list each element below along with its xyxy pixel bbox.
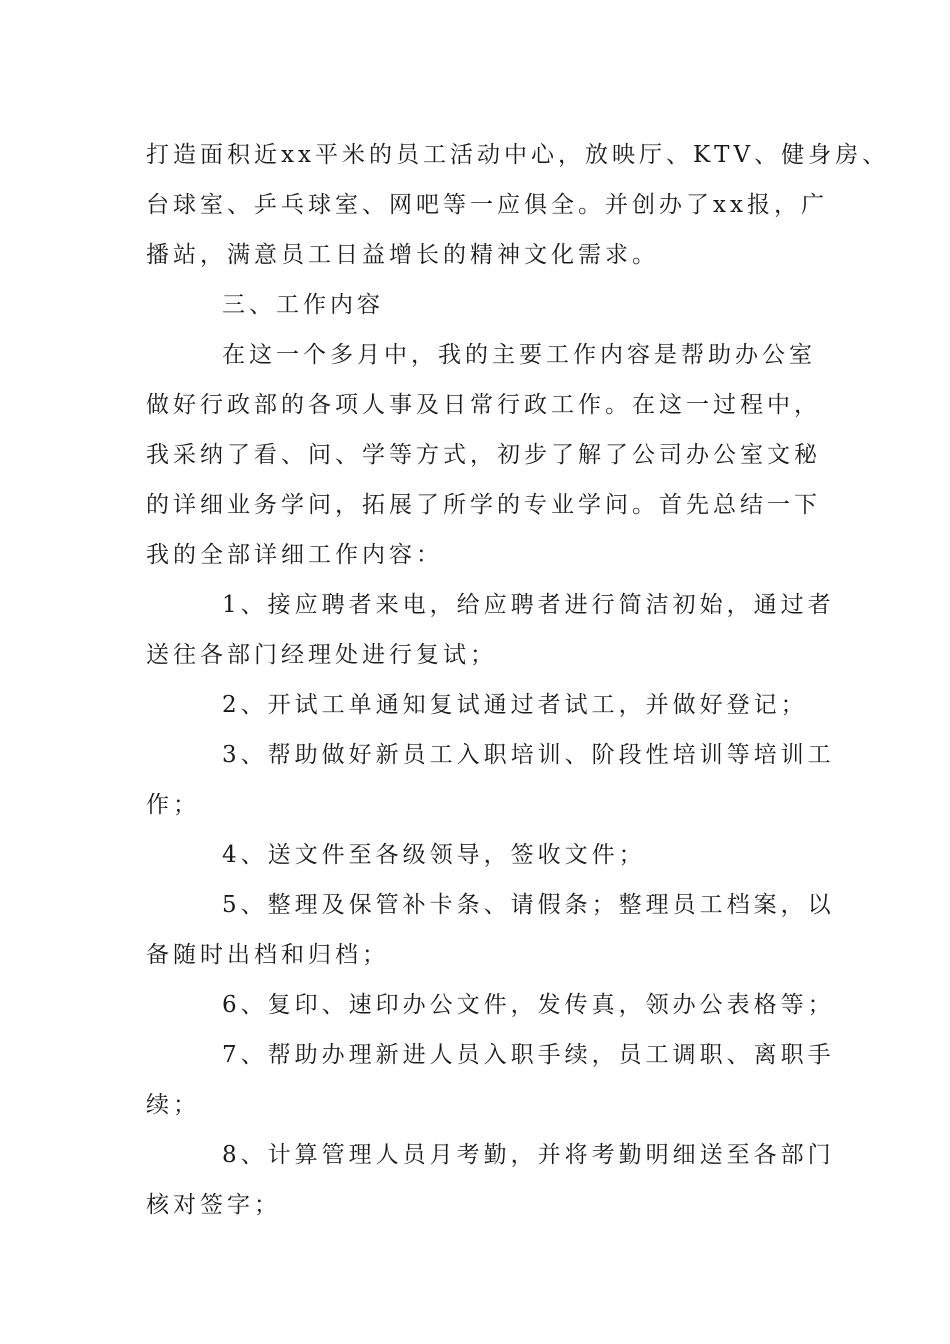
text-line: 送往各部门经理处进行复试； — [146, 642, 497, 668]
text-line: 我的全部详细工作内容： — [146, 542, 443, 568]
text-line: 作； — [146, 792, 200, 818]
list-item-5: 5、整理及保管补卡条、请假条；整理员工档案，以 — [222, 892, 835, 918]
text-line: 做好行政部的各项人事及日常行政工作。在这一过程中， — [146, 392, 821, 418]
text-line: 核对签字； — [146, 1192, 281, 1218]
text-line: 我采纳了看、问、学等方式，初步了解了公司办公室文秘 — [146, 442, 821, 468]
list-item-1: 1、接应聘者来电，给应聘者进行简洁初始，通过者 — [222, 592, 835, 618]
text-line: 台球室、乒乓球室、网吧等一应俱全。并创办了xx报，广 — [146, 192, 828, 218]
list-item-8: 8、计算管理人员月考勤，并将考勤明细送至各部门 — [222, 1142, 835, 1168]
list-item-7: 7、帮助办理新进人员入职手续，员工调职、离职手 — [222, 1042, 835, 1068]
list-item-6: 6、复印、速印办公文件，发传真，领办公表格等； — [222, 992, 835, 1018]
text-line: 播站，满意员工日益增长的精神文化需求。 — [146, 242, 659, 268]
paragraph-first-line: 在这一个多月中，我的主要工作内容是帮助办公室 — [222, 342, 816, 368]
text-line: 的详细业务学问，拓展了所学的专业学问。首先总结一下 — [146, 492, 821, 518]
document-body — [146, 130, 890, 1230]
text-line: 续； — [146, 1092, 200, 1118]
list-item-3: 3、帮助做好新员工入职培训、阶段性培训等培训工 — [222, 742, 835, 768]
list-item-2: 2、开试工单通知复试通过者试工，并做好登记； — [222, 692, 808, 718]
section-heading: 三、工作内容 — [222, 292, 384, 318]
text-line: 备随时出档和归档； — [146, 942, 389, 968]
list-item-4: 4、送文件至各级领导，签收文件； — [222, 842, 646, 868]
text-line: 打造面积近xx平米的员工活动中心，放映厅、KTV、健身房、 — [146, 142, 890, 168]
